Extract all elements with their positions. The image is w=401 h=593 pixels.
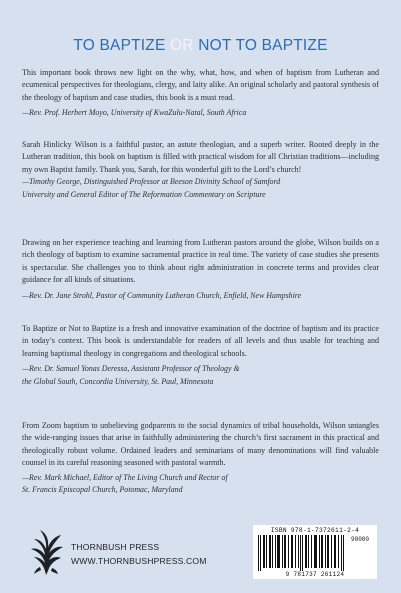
- page-title: [0, 37, 401, 55]
- blurb-attribution: —Rev. Dr. Jane Strohl, Pastor of Community Lutheran Church, Enfield, New Hampshire: [22, 290, 302, 300]
- blurb-attribution: —Rev. Prof. Herbert Moyo, University of KwaZulu-Natal, South Africa: [22, 108, 247, 118]
- blurb-attribution: —Rev. Mark Michael, Editor of The Living Church and Rector of: [22, 472, 228, 482]
- blurb-text: To Baptize or Not to Baptize is a fresh and innovative examination of the doctrine of baptism and its practice in today’s context. This book is understandable for readers of all levels and thus usable for teaching and learning baptismal theology in congregations and theological schools.: [22, 324, 379, 358]
- blurb-attribution: —Timothy George, Distinguished Professor at Beeson Divinity School of Samford: [22, 177, 281, 187]
- barcode-icon: [256, 535, 348, 571]
- title-or: OR: [170, 37, 194, 54]
- publisher-url: WWW.THORNBUSHPRESS.COM: [71, 555, 207, 566]
- blurb-text: Sarah Hinlicky Wilson is a faithful pastor, an astute theologian, and a superb writer. Rooted deeply in the Lutheran tradition, this book on baptism is filled with practical wisdom for all Christian traditions—including my own Baptist family. Thank you, Sarah, for this wonderful gift to the Lord’s church!: [22, 140, 379, 174]
- title-part2: NOT TO BAPTIZE: [198, 37, 328, 54]
- blurb-text: From Zoom baptism to unbelieving godparents to the social dynamics of tribal households, Wilson untangles the wide-ranging issues that arise in faithfully administering the church’s first sacrament in this practical and theologically robust volume. Ordained leaders and seminarians of many denominations will find valuable counsel in its careful reasoning seasoned with pastoral warmth.: [22, 421, 379, 468]
- blurb-3: [22, 237, 379, 302]
- publisher-info: [71, 541, 207, 568]
- title-part1: TO BAPTIZE: [73, 37, 166, 54]
- barcode-panel: [253, 525, 377, 579]
- blurb-5: [22, 420, 379, 496]
- isbn-label: ISBN 978-1-7372611-2-4: [270, 527, 360, 534]
- blurb-4: [22, 323, 379, 388]
- blurb-attribution: —Rev. Dr. Samuel Yonas Deressa, Assistant Professor of Theology &: [22, 364, 240, 374]
- thornbush-logo-icon: [28, 527, 64, 577]
- blurb-1: [22, 67, 379, 120]
- blurb-text: Drawing on her experience teaching and learning from Lutheran pastors around the globe, Wilson builds on a rich theology of baptism to examine sacramental practice in real time. The variety of case studies she presents is spectacular. She challenges you to think about right administration in concrete terms and provides clear guidance for all kinds of situations.: [22, 238, 379, 285]
- blurb-attribution: St. Francis Episcopal Church, Potomac, Maryland: [22, 485, 183, 495]
- blurb-attribution: University and General Editor of The Reformation Commentary on Scripture: [22, 189, 266, 199]
- price-code: 90000: [351, 536, 370, 543]
- barcode-digits: 9 781737 261124: [285, 571, 345, 578]
- publisher-name: THORNBUSH PRESS: [71, 542, 160, 552]
- blurb-2: [22, 139, 379, 201]
- blurb-attribution: the Global South, Concordia University, St. Paul, Minnesota: [22, 376, 214, 386]
- blurb-text: This important book throws new light on the why, what, how, and when of baptism from Lutheran and ecumenical perspectives for theologians, clergy, and laity alike. An original scholarly and pastoral synthesis of the theology of baptism and case studies, this book is a must read.: [22, 68, 379, 102]
